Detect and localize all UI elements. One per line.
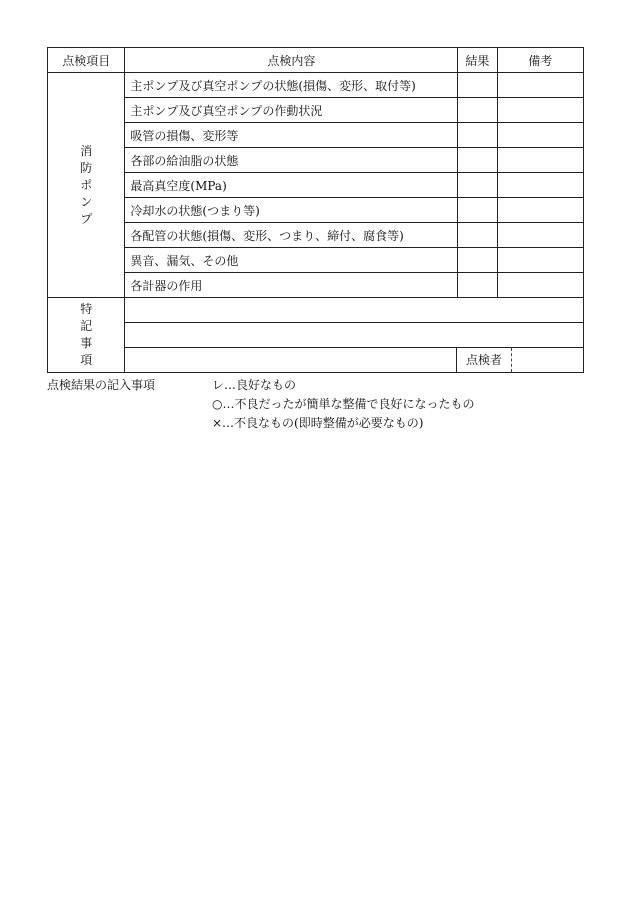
check-content: 各部の給油脂の状態	[125, 148, 458, 173]
table-row	[48, 73, 584, 98]
inspector-label: 点検者	[456, 348, 511, 372]
result-cell[interactable]	[458, 123, 497, 148]
check-content: 異音、漏気、その他	[125, 248, 458, 273]
result-cell[interactable]	[458, 73, 497, 98]
table-row	[48, 223, 584, 248]
table-row	[48, 198, 584, 223]
table-row	[48, 248, 584, 273]
result-cell[interactable]	[458, 198, 497, 223]
table-row	[48, 148, 584, 173]
remarks-cell[interactable]	[497, 273, 584, 298]
remarks-cell[interactable]	[497, 123, 584, 148]
check-content: 各配管の状態(損傷、変形、つまり、締付、腐食等)	[125, 223, 458, 248]
header-remarks: 備考	[497, 48, 584, 73]
result-cell[interactable]	[458, 223, 497, 248]
check-content: 最高真空度(MPa)	[125, 173, 458, 198]
table-row	[48, 273, 584, 298]
legend-item: ○…不良だったが簡単な整備で良好になったもの	[212, 397, 475, 411]
label-char: ポ	[80, 177, 93, 192]
header-content: 点検内容	[125, 48, 458, 73]
table-row	[48, 123, 584, 148]
header-row	[48, 48, 584, 73]
check-content: 主ポンプ及び真空ポンプの状態(損傷、変形、取付等)	[125, 73, 458, 98]
table-row	[48, 173, 584, 198]
label-char: プ	[80, 211, 93, 226]
special-notes-line-3	[125, 348, 584, 373]
header-result: 結果	[458, 48, 497, 73]
label-char: ン	[80, 194, 93, 209]
legend-title: 点検結果の記入事項	[47, 378, 156, 392]
check-content: 各計器の作用	[125, 273, 458, 298]
label-char: 項	[80, 353, 93, 367]
remarks-cell[interactable]	[497, 198, 584, 223]
header-item: 点検項目	[48, 48, 125, 73]
special-notes-row	[48, 298, 584, 323]
label-char: 事	[80, 336, 93, 350]
legend-item: ×…不良なもの(即時整備が必要なもの)	[212, 416, 424, 430]
remarks-cell[interactable]	[497, 98, 584, 123]
remarks-cell[interactable]	[497, 148, 584, 173]
inspector-field[interactable]	[511, 348, 583, 372]
special-notes-line-1[interactable]	[125, 298, 584, 323]
check-content: 冷却水の状態(つまり等)	[125, 198, 458, 223]
section-label-special-notes	[48, 298, 125, 373]
label-char: 防	[80, 160, 93, 175]
label-char: 特	[80, 302, 93, 316]
remarks-cell[interactable]	[497, 248, 584, 273]
section-label-fire-pump	[48, 73, 125, 298]
legend-item: レ…良好なもの	[212, 378, 297, 392]
result-cell[interactable]	[458, 173, 497, 198]
label-char: 消	[80, 143, 93, 158]
inspection-table	[47, 47, 584, 373]
special-notes-row	[48, 348, 584, 373]
special-notes-line-3-field[interactable]	[125, 348, 456, 372]
result-cell[interactable]	[458, 148, 497, 173]
special-notes-line-2[interactable]	[125, 323, 584, 348]
special-notes-row	[48, 323, 584, 348]
table-row	[48, 98, 584, 123]
result-cell[interactable]	[458, 98, 497, 123]
result-cell[interactable]	[458, 273, 497, 298]
label-char: 記	[80, 319, 93, 333]
check-content: 主ポンプ及び真空ポンプの作動状況	[125, 98, 458, 123]
remarks-cell[interactable]	[497, 73, 584, 98]
result-cell[interactable]	[458, 248, 497, 273]
remarks-cell[interactable]	[497, 223, 584, 248]
legend	[47, 376, 587, 433]
check-content: 吸管の損傷、変形等	[125, 123, 458, 148]
remarks-cell[interactable]	[497, 173, 584, 198]
